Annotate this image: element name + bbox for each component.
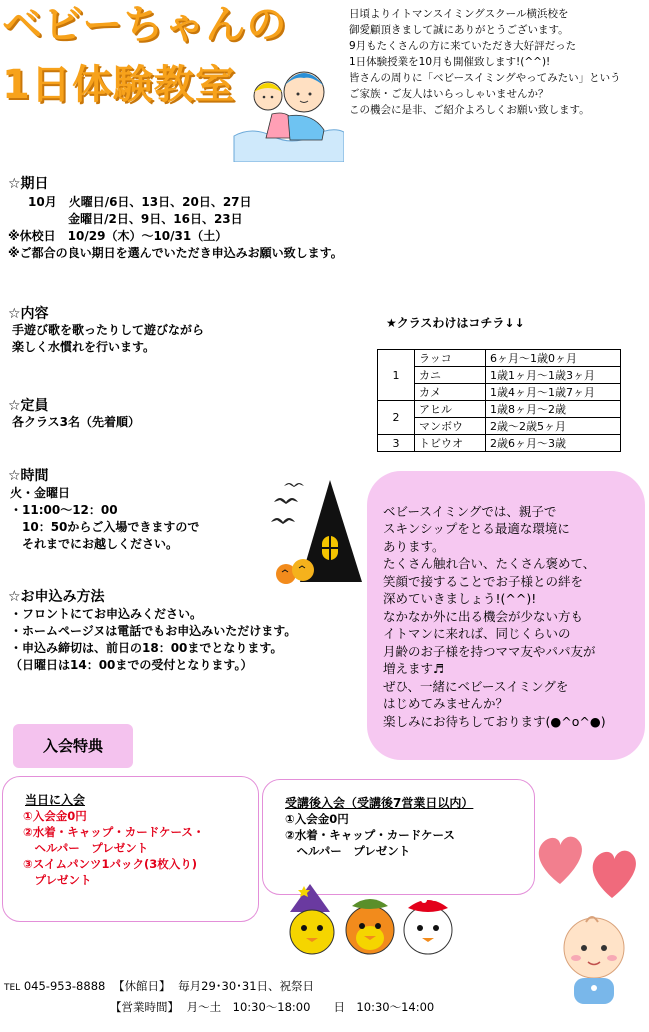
class-name: ラッコ [415, 350, 486, 367]
tel-number: 045-953-8888 [23, 979, 106, 993]
class-table-row [378, 418, 621, 435]
sameday-title: 当日に入会 [25, 793, 86, 807]
schedule-holiday: ※休校日 10/29（木）～10/31（土） [8, 229, 228, 243]
pool-photo [433, 180, 641, 306]
hearts-illustration [532, 822, 644, 904]
after-items: ①入会金0円 ②水着・キャップ・カードケース ヘルパー プレゼント [285, 812, 455, 858]
schedule-note: ※ご都合の良い期日を選んでいただき申込みお願い致します。 [8, 246, 343, 260]
benefits-tab [13, 724, 133, 768]
content-heading: ☆内容 [8, 306, 49, 322]
class-table-row [378, 367, 621, 384]
capacity-heading: ☆定員 [8, 398, 49, 414]
class-age-range: 1歳4ヶ月～1歳7ヶ月 [486, 384, 621, 401]
penguin-characters-illustration [284, 882, 456, 956]
intro-text: 日頃よりイトマンスイミングスクール横浜校を 御愛顧頂きまして誠にありがとうございます。 9月もたくさんの方に来ていただき大好評だった 1日体験授業を10月も開催致します!(^^)! 皆さんの周りに「ベビースイミングやってみたい」という ご家族・ご友人はいらっしゃいませんか？ この機会に是非、ご紹介よろしくお願い致します。 [349, 8, 621, 116]
message-text: ベビースイミングでは、親子で スキンシップをとる最適な環境に あります。 たくさん触れ合い、たくさん褒めて、 笑顔で接することでお子様との絆を 深めていきましょう!(^^)! なかなか外に出る機会が少ない方も イトマンに来れば、同じくらいの 月齢のお子様を持つママ友やパパ友が 増えます♬ ぜひ、一緒にベビースイミングを はじめてみませんか？ 楽しみにお待ちしております(●^o^●) [383, 503, 606, 729]
class-age-range: 2歳6ヶ月～3歳 [486, 435, 621, 452]
class-table [377, 349, 621, 452]
baby-illustration [548, 908, 640, 1008]
after-title: 受講後入会（受講後7営業日以内） [285, 796, 474, 810]
apply-text: ・フロントにてお申込みください。 ・ホームページヌは電話でもお申込みいただけます。 ・申込み締切は、前日の18：00までとなります。 （日曜日は14：00までの受付となります。） [10, 607, 297, 672]
after-benefit-card [262, 779, 535, 895]
message-box [367, 471, 645, 760]
apply-heading: ☆お申込み方法 [8, 589, 105, 605]
class-name: トビウオ [415, 435, 486, 452]
closed-days: 毎月29･30･31日、祝祭日 [178, 979, 315, 993]
class-table-row [378, 384, 621, 401]
business-hours: 月～土 10:30～18:00 日 10:30～14:00 [186, 1000, 435, 1014]
closed-label: 【休館日】 [112, 979, 171, 993]
class-table-row [378, 435, 621, 452]
class-table-row [378, 350, 621, 367]
class-group-number: 1 [378, 350, 415, 401]
capacity-text: 各クラス3名（先着順） [12, 415, 140, 429]
class-table-row [378, 401, 621, 418]
footer-line-1 [4, 976, 314, 998]
benefits-tab-label: 入会特典 [42, 737, 103, 755]
sameday-items: ①入会金0円 ②水着・キャップ・カードケース・ ヘルパー プレゼント ③スイムパンツ1パック(3枚入り) プレゼント [23, 809, 205, 887]
class-age-range: 1歳8ヶ月～2歳 [486, 401, 621, 418]
class-name: カニ [415, 367, 486, 384]
footer-line-2 [110, 997, 434, 1017]
hours-label: 【営業時間】 [110, 1000, 179, 1014]
title-line-2: 1日体験教室 [2, 62, 236, 108]
time-text: 火・金曜日 ・11:00～12：00 10：50からご入場できますので それまでにお越しください。 [10, 486, 200, 551]
class-table-wrapper [377, 349, 621, 452]
class-group-number: 3 [378, 435, 415, 452]
class-age-range: 2歳～2歳5ヶ月 [486, 418, 621, 435]
class-name: アヒル [415, 401, 486, 418]
class-age-range: 1歳1ヶ月～1歳3ヶ月 [486, 367, 621, 384]
class-group-number: 2 [378, 401, 415, 435]
title-line-1: ベビーちゃんの [2, 2, 288, 48]
class-name: マンボウ [415, 418, 486, 435]
halloween-house-illustration [268, 478, 364, 588]
classes-heading: ★クラスわけはコチラ↓↓ [386, 316, 525, 330]
content-text: 手遊び歌を歌ったりして遊びながら 楽しく水慣れを行います。 [12, 323, 205, 354]
tel-label: TEL [4, 983, 21, 993]
class-age-range: 6ヶ月～1歳0ヶ月 [486, 350, 621, 367]
time-heading: ☆時間 [8, 468, 49, 484]
schedule-dates: 10月 火曜日/6日、13日、20日、27日 金曜日/2日、9日、16日、23日 [28, 195, 252, 226]
mother-baby-illustration [232, 66, 344, 162]
class-name: カメ [415, 384, 486, 401]
sameday-benefit-card [2, 776, 259, 922]
schedule-heading: ☆期日 [8, 176, 49, 192]
